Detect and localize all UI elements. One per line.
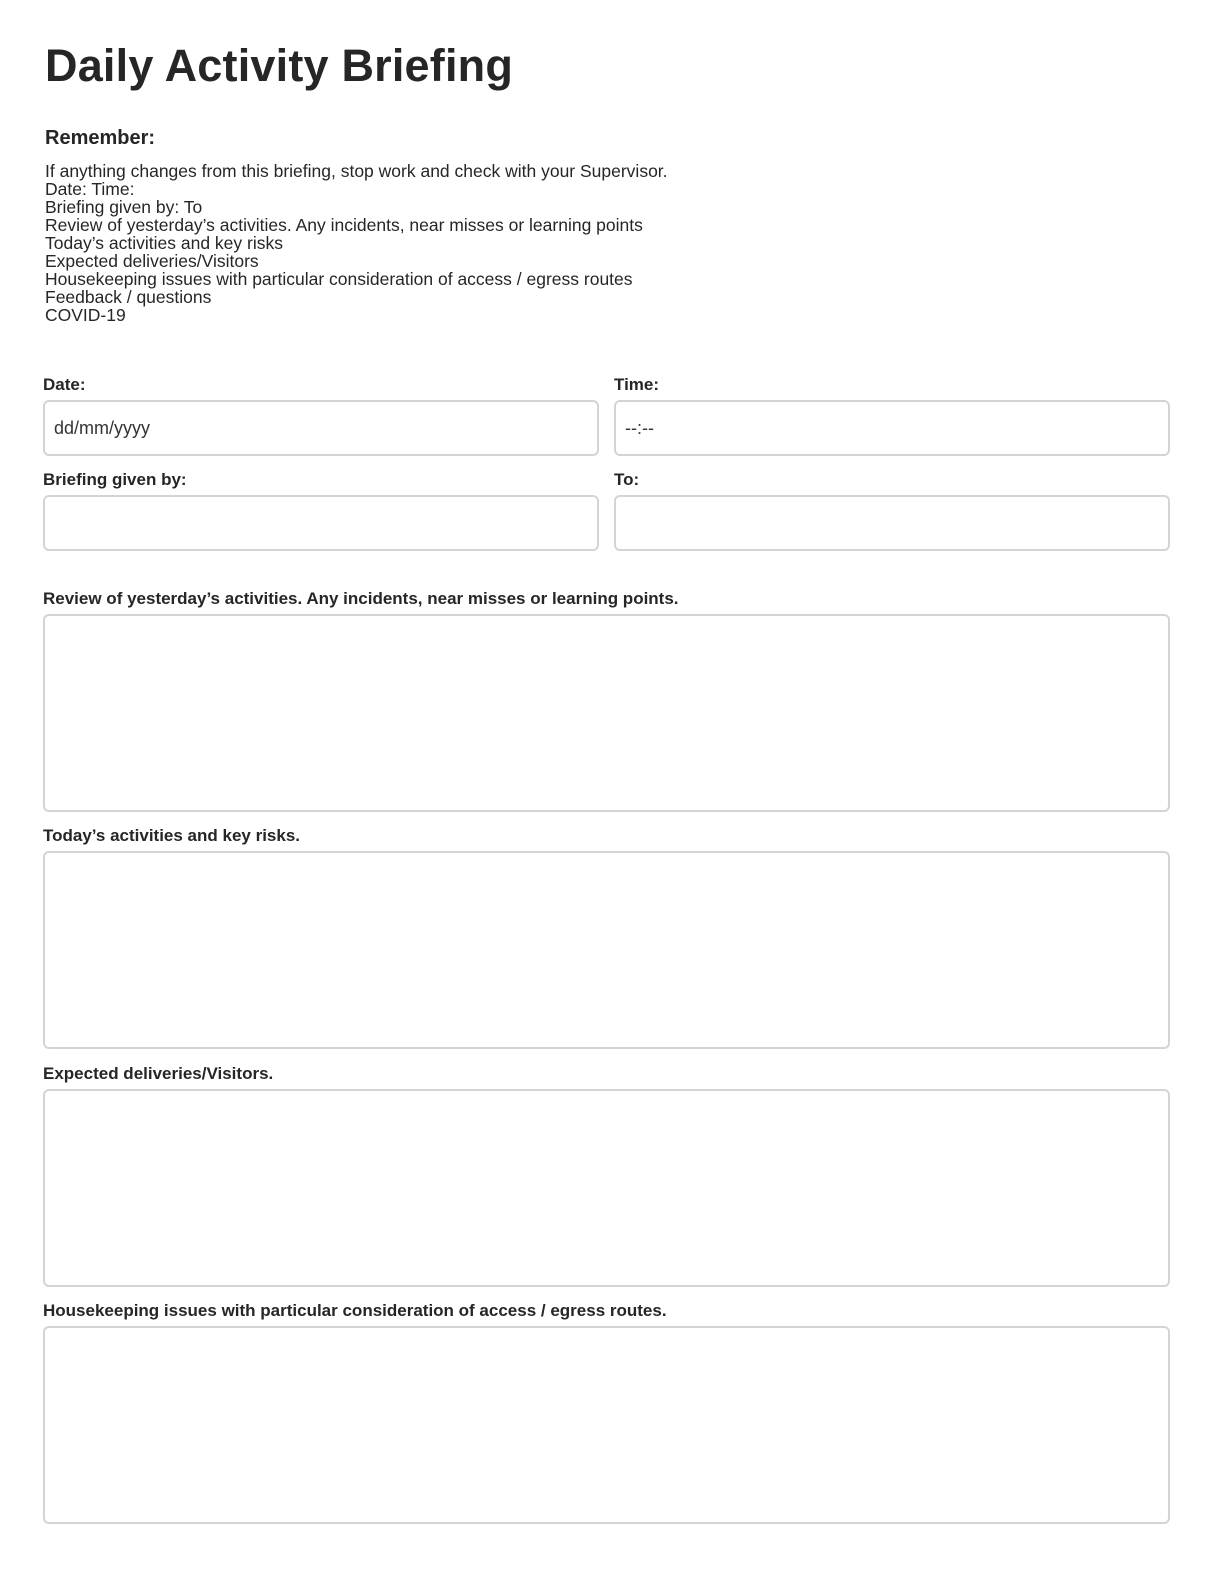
briefing-given-by-input[interactable] <box>43 495 599 551</box>
remember-list <box>45 162 668 324</box>
briefing-given-by-label: Briefing given by: <box>43 470 187 489</box>
date-input[interactable] <box>43 400 599 456</box>
remember-line-housekeeping: Housekeeping issues with particular consideration of access / egress routes <box>45 269 633 289</box>
deliveries-textarea[interactable] <box>43 1089 1170 1287</box>
to-label: To: <box>614 470 640 489</box>
remember-line-today: Today’s activities and key risks <box>45 233 283 253</box>
review-label: Review of yesterday’s activities. Any incidents, near misses or learning points. <box>43 589 679 608</box>
remember-line-covid: COVID-19 <box>45 305 126 325</box>
page-title: Daily Activity Briefing <box>45 40 514 91</box>
housekeeping-label: Housekeeping issues with particular consideration of access / egress routes. <box>43 1301 667 1320</box>
review-textarea[interactable] <box>43 614 1170 812</box>
time-label: Time: <box>614 375 660 394</box>
remember-line-feedback: Feedback / questions <box>45 287 212 307</box>
to-input[interactable] <box>614 495 1170 551</box>
today-textarea[interactable] <box>43 851 1170 1049</box>
housekeeping-textarea[interactable] <box>43 1326 1170 1524</box>
deliveries-label: Expected deliveries/Visitors. <box>43 1064 274 1083</box>
today-label: Today’s activities and key risks. <box>43 826 301 845</box>
remember-line-briefing-given-by: Briefing given by: To <box>45 197 203 217</box>
remember-line-supervisor: If anything changes from this briefing, stop work and check with your Supervisor. <box>45 161 668 181</box>
time-input[interactable] <box>614 400 1170 456</box>
remember-line-review: Review of yesterday’s activities. Any incidents, near misses or learning points <box>45 215 643 235</box>
remember-line-date-time: Date: Time: <box>45 179 135 199</box>
date-label: Date: <box>43 375 86 394</box>
remember-line-deliveries: Expected deliveries/Visitors <box>45 251 259 271</box>
remember-heading: Remember: <box>45 127 156 149</box>
